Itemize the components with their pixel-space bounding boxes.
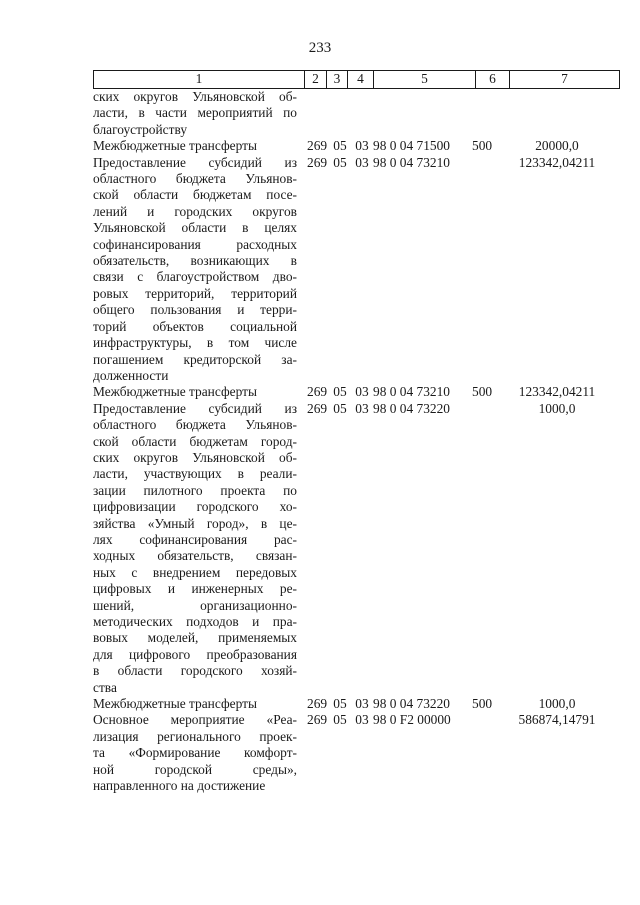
admin-code-cell: [307, 89, 329, 138]
amount-cell: 1000,0: [538, 696, 576, 712]
description-line: Основное мероприятие «Реа-: [93, 712, 297, 728]
description-line: Ульяновской области в целях: [93, 220, 297, 236]
expense-type-cell: 500: [472, 696, 493, 712]
amount-cell: 586874,14791: [518, 712, 596, 728]
section-cell: 05: [333, 400, 347, 416]
table-row: [93, 401, 612, 696]
expense-type-cell: 500: [472, 384, 493, 400]
section-cell: 05: [333, 696, 347, 712]
table-row: [93, 696, 612, 712]
page-number: 233: [308, 40, 332, 56]
description-line: областного бюджета Ульянов-: [93, 417, 297, 433]
description-line: Межбюджетные трансферты: [93, 384, 257, 400]
description-line: Предоставление субсидий из: [93, 154, 297, 170]
description-line: ровых территорий, территорий: [93, 285, 297, 301]
target-article-cell: 98 0 04 71500: [373, 138, 450, 154]
description-line: для цифрового преобразования: [93, 646, 297, 662]
expense-type-cell: 500: [472, 138, 493, 154]
description-line: погашением кредиторской за-: [93, 351, 297, 367]
subsection-cell: 03: [355, 384, 369, 400]
header-col-5: 5: [374, 71, 476, 89]
budget-table: [93, 70, 612, 794]
subsection-cell: 03: [355, 138, 369, 154]
table-row: [93, 89, 612, 138]
section-cell: 05: [333, 138, 347, 154]
description-line: ласти, участвующих в реали-: [93, 466, 297, 482]
expense-type-cell: [472, 89, 502, 138]
table-body: [93, 89, 612, 794]
description-line: ской области бюджетам город-: [93, 433, 297, 449]
description-line: Межбюджетные трансферты: [93, 138, 257, 154]
target-article-cell: 98 0 04 73210: [373, 154, 450, 170]
row-description: [93, 384, 297, 400]
subsection-cell: [351, 89, 373, 138]
description-line: благоустройству: [93, 121, 188, 137]
admin-code-cell: 269: [307, 138, 328, 154]
description-line: вовых моделей, применяемых: [93, 630, 297, 646]
row-description: [93, 696, 297, 712]
subsection-cell: 03: [355, 696, 369, 712]
amount-cell: 20000,0: [535, 138, 579, 154]
header-col-6: 6: [476, 71, 510, 89]
description-line: зации пилотного проекта по: [93, 482, 297, 498]
row-description: [93, 712, 297, 794]
description-line: Предоставление субсидий из: [93, 400, 297, 416]
section-cell: 05: [333, 384, 347, 400]
description-line: та «Формирование комфорт-: [93, 745, 297, 761]
description-line: торий объектов социальной: [93, 318, 297, 334]
description-line: ной городской среды»,: [93, 761, 297, 777]
target-article-cell: [373, 89, 472, 138]
description-line: цифровизации городского хо-: [93, 499, 297, 515]
table-row: [93, 155, 612, 385]
description-line: шений, организационно-: [93, 597, 297, 613]
section-cell: [329, 89, 351, 138]
description-line: ских округов Ульяновской об-: [93, 449, 297, 465]
description-line: лений и городских округов: [93, 203, 297, 219]
amount-cell: 123342,04211: [518, 384, 596, 400]
description-line: ходных обязательств, связан-: [93, 548, 297, 564]
admin-code-cell: 269: [307, 384, 328, 400]
admin-code-cell: 269: [307, 400, 328, 416]
table-row: [93, 712, 612, 794]
target-article-cell: 98 0 04 73220: [373, 696, 450, 712]
description-line: общего пользования и терри-: [93, 302, 297, 318]
description-line: Межбюджетные трансферты: [93, 696, 257, 712]
row-description: [93, 89, 297, 138]
table-row: [93, 138, 612, 154]
admin-code-cell: 269: [307, 154, 328, 170]
admin-code-cell: 269: [307, 712, 328, 728]
description-line: методических подходов и пра-: [93, 614, 297, 629]
header-col-1: 1: [94, 71, 305, 89]
row-description: [93, 138, 297, 154]
description-line: связи с благоустройством дво-: [93, 269, 297, 285]
table-row: [93, 384, 612, 400]
description-line: обязательств, возникающих в: [93, 253, 297, 269]
section-cell: 05: [333, 712, 347, 728]
row-description: [93, 155, 297, 385]
header-col-3: 3: [327, 71, 348, 89]
description-line: зяйства «Умный город», в це-: [93, 515, 297, 531]
admin-code-cell: 269: [307, 696, 328, 712]
description-line: долженности: [93, 367, 169, 383]
description-line: в области городского хозяй-: [93, 663, 297, 679]
header-col-7: 7: [510, 71, 620, 89]
description-line: ных с внедрением передовых: [93, 564, 297, 580]
description-line: ской области бюджетам посе-: [93, 187, 297, 203]
expense-type-cell: [472, 401, 502, 696]
description-line: направленного на достижение: [93, 778, 266, 794]
description-line: цифровых и инженерных ре-: [93, 581, 297, 597]
description-line: лях софинансирования рас-: [93, 531, 297, 547]
subsection-cell: 03: [355, 400, 369, 416]
amount-cell: [502, 89, 612, 138]
row-description: [93, 401, 297, 696]
target-article-cell: 98 0 04 73210: [373, 384, 450, 400]
section-cell: 05: [333, 154, 347, 170]
description-line: софинансирования расходных: [93, 236, 297, 252]
header-col-2: 2: [305, 71, 327, 89]
description-line: ласти, в части мероприятий по: [93, 105, 297, 121]
subsection-cell: 03: [355, 712, 369, 728]
header-col-4: 4: [348, 71, 374, 89]
description-line: лизация регионального проек-: [93, 728, 297, 744]
expense-type-cell: [472, 712, 502, 794]
description-line: ства: [93, 679, 117, 695]
amount-cell: 1000,0: [538, 400, 576, 416]
amount-cell: 123342,04211: [518, 154, 596, 170]
description-line: областного бюджета Ульянов-: [93, 171, 297, 187]
target-article-cell: 98 0 04 73220: [373, 400, 450, 416]
description-line: инфраструктуры, в том числе: [93, 335, 297, 351]
target-article-cell: 98 0 F2 00000: [373, 712, 451, 728]
table-header: [93, 70, 620, 89]
subsection-cell: 03: [355, 154, 369, 170]
description-line: ских округов Ульяновской об-: [93, 89, 297, 104]
expense-type-cell: [472, 155, 502, 385]
